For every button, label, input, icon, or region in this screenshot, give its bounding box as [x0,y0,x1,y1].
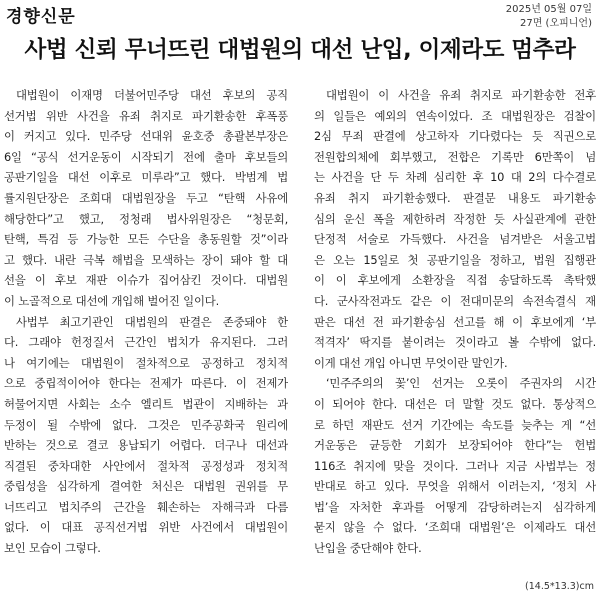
text-line: 나 여기에는 대법원이 절차적으로 공정하고 정치적 [4,355,288,370]
article-headline: 사법 신뢰 무너뜨린 대법원의 대선 난입, 이제라도 멈추라 [24,37,576,63]
text-line: 허물어지면 사회는 소수 엘리트 법관이 지배하는 과 [4,396,288,411]
text-line: 직결된 중차대한 사안에서 절차적 공정성과 정치적 [4,458,288,473]
text-line: 판은 대선 전 파기환송심 선고를 해 이 후보에게 ‘부 [314,314,596,329]
text-line: 너뜨리고 법치주의 근간을 훼손하는 자해극과 다름 [4,499,288,514]
text-line: 중립성을 심각하게 결여한 처신은 대법원 권위를 무 [4,479,288,494]
text-line: 공판기일을 대선 이후로 미루라”고 했다. 박범계 법 [4,170,288,185]
text-line: 난입을 중단해야 한다. [314,541,422,556]
text-line: 유죄 취지 파기환송했다. 판결문 내용도 파기환송 [314,190,596,205]
text-line: 다. 군사작전과도 같은 이 전대미문의 속전속결식 재 [314,293,596,308]
text-line: 반대로 하고 있다. 무엇을 위해서 이러는지, ‘정치 사 [314,479,596,494]
text-line: 사법부 최고기관인 대법원의 판결은 존중돼야 한 [16,314,288,329]
page-section: 27면 (오피니언) [519,18,592,29]
text-line: 해당한다”고 했고, 정청래 법사위원장은 “청문회, [4,211,288,226]
publication-date: 2025년 05월 07일 [505,4,592,15]
text-line: 보인 모습이 그렇다. [4,541,101,556]
text-line: 고 했다. 내란 극복 해법을 모색하는 장이 돼야 할 대 [4,252,288,267]
text-line: 이 커지고 있다. 민주당 선대위 윤호중 총괄본부장은 [4,129,288,144]
right-text-column [314,85,596,559]
text-line: 선을 이 후보 재판 이슈가 집어삼킨 것이다. 대법원 [4,273,288,288]
text-line: 대법원이 이재명 더불어민주당 대선 후보의 공직 [16,88,288,102]
newspaper-masthead: 경향신문 [6,7,76,27]
text-line: 으로 중립적이어야 한다는 전제가 따른다. 이 전제가 [4,376,288,391]
text-line: 거운동은 균등한 기회가 보장되어야 한다”는 헌법 [314,438,596,453]
text-line: 법’을 자처한 후과를 어떻게 감당하려는지 심각하게 [314,499,596,514]
text-line: 2심 무죄 판결에 상고하자 기다렸다는 듯 직권으로 [314,129,596,144]
text-line: 전원합의체에 회부했고, 전합은 기록만 6만쪽이 넘 [314,149,596,164]
text-line: ‘민주주의의 꽃’인 선거는 오롯이 주권자의 시간 [326,376,596,391]
text-line: 없다. 이 대표 공직선거법 위반 사건에서 대법원이 [4,520,288,535]
text-line: 단정적 서술로 가득했다. 사건을 넘겨받은 서울고법 [314,232,596,247]
text-line: 두정이 될 수밖에 없다. 그것은 민주공화국 원리에 [4,417,288,432]
dateline [506,3,592,31]
left-text-column [4,85,288,559]
text-line: 은 오는 15일로 첫 공판기일을 정하고, 법원 집행관 [314,252,596,267]
text-line: 심의 운신 폭을 제한하려 작정한 듯 사실관계에 관한 [314,211,596,226]
text-line: 묻지 않을 수 없다. ‘조희대 대법원’은 이제라도 대선 [314,520,596,535]
text-line: 적격자’ 딱지를 붙이려는 것이라고 볼 수밖에 없다. [314,335,596,350]
text-line: 6일 “공식 선거운동이 시작되기 전에 출마 후보들의 [4,149,288,164]
text-line: 의 일들은 예외의 연속이었다. 조 대법원장은 검찰이 [314,108,596,123]
size-footnote: (14.5*13.3)cm [525,581,594,592]
text-line: 다. 그래야 헌정질서 근간인 법치가 유지된다. 그러 [4,335,288,350]
text-line: 탄핵, 특검 등 가능한 모든 수단을 총동원할 것”이라 [4,232,288,247]
text-line: 116조 취지에 맞을 것이다. 그러나 지금 사법부는 정 [314,458,596,473]
text-line: 반하는 것으로 결코 용납되기 어렵다. 더구나 대선과 [4,438,288,453]
text-line: 이게 대선 개입 아니면 무엇이란 말인가. [314,355,508,370]
text-line: 률지원단장은 조희대 대법원장을 두고 “탄핵 사유에 [4,190,288,205]
text-line: 로 하던 재판도 선거 기간에는 속도를 늦추는 게 “선 [314,417,596,432]
text-line: 이 노골적으로 대선에 개입해 벌어진 일이다. [4,293,219,308]
text-line: 선거법 위반 사건을 유죄 취지로 파기환송한 후폭풍 [4,108,288,123]
text-line: 는 사건을 단 두 차례 심리한 후 10 대 2의 다수결로 [314,170,596,185]
text-line: 대법원이 이 사건을 유죄 취지로 파기환송한 전후 [326,88,596,102]
text-line: 이 이 후보에게 소환장을 직접 송달하도록 촉탁했 [314,273,596,288]
text-line: 이 되어야 한다. 대선은 더 말할 것도 없다. 통상적으 [314,396,596,411]
